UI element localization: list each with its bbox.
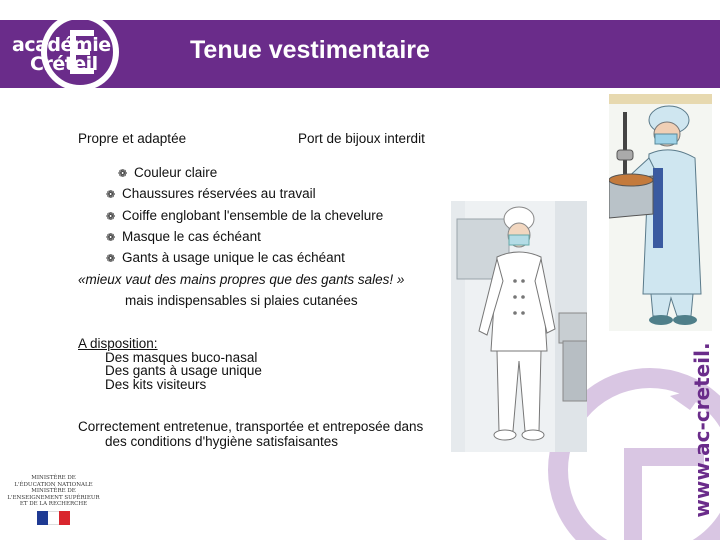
col2-heading: Port de bijoux interdit	[298, 131, 425, 146]
flower-bullet-icon: ❁	[106, 189, 116, 201]
disposition-item-2: Des gants à usage unique	[105, 363, 262, 378]
french-flag-icon	[37, 511, 71, 525]
col1-heading: Propre et adaptée	[78, 131, 187, 146]
vertical-brand-url	[686, 330, 718, 530]
chef-illustration	[451, 201, 587, 452]
ministry-line-5: ET DE LA RECHERCHE	[19, 501, 88, 507]
brand-url-text: www.ac-creteil.	[690, 342, 714, 518]
bullet-item-5	[106, 250, 345, 267]
disposition-title: A disposition:	[78, 336, 158, 351]
flower-bullet-icon: ❁	[106, 232, 116, 244]
ministry-line-2: L'ÉDUCATION NATIONALE	[14, 481, 93, 488]
ministry-line-4: L'ENSEIGNEMENT SUPÉRIEUR	[7, 494, 100, 501]
bullet-item-1	[118, 165, 217, 182]
cook-illustration	[609, 94, 712, 331]
bullet-text: Chaussures réservées au travail	[122, 186, 316, 201]
page-title: Tenue vestimentaire	[190, 36, 430, 64]
disposition-item-3: Des kits visiteurs	[105, 377, 207, 392]
bullet-text: Gants à usage unique le cas échéant	[122, 250, 345, 265]
flower-bullet-icon: ❁	[106, 253, 116, 265]
bullet-text: Masque le cas échéant	[122, 229, 261, 244]
bullet-item-2	[106, 186, 316, 203]
bullet-text: Couleur claire	[134, 165, 218, 180]
logo-line2: Créteil	[30, 53, 98, 75]
logo-line1: académie	[12, 34, 111, 56]
ministry-line-1: MINISTÈRE DE	[31, 475, 76, 481]
ministry-logo	[6, 475, 101, 525]
flower-bullet-icon: ❁	[106, 211, 116, 223]
bullet-item-4	[106, 229, 261, 246]
bullet-item-3	[106, 208, 383, 225]
ministry-line-3: MINISTÈRE DE	[31, 488, 76, 494]
flower-bullet-icon: ❁	[118, 168, 128, 180]
disposition-item-1: Des masques buco-nasal	[105, 350, 258, 365]
bullet-text: Coiffe englobant l'ensemble de la chevelure	[122, 208, 384, 223]
academie-logo	[8, 6, 126, 92]
closing-line1: Correctement entretenue, transportée et entreposée dans	[78, 419, 424, 434]
closing-line2: des conditions d'hygiène satisfaisantes	[105, 434, 338, 449]
quote: «mieux vaut des mains propres que des gants sales! »	[78, 272, 405, 287]
quote-note: mais indispensables si plaies cutanées	[125, 293, 358, 308]
